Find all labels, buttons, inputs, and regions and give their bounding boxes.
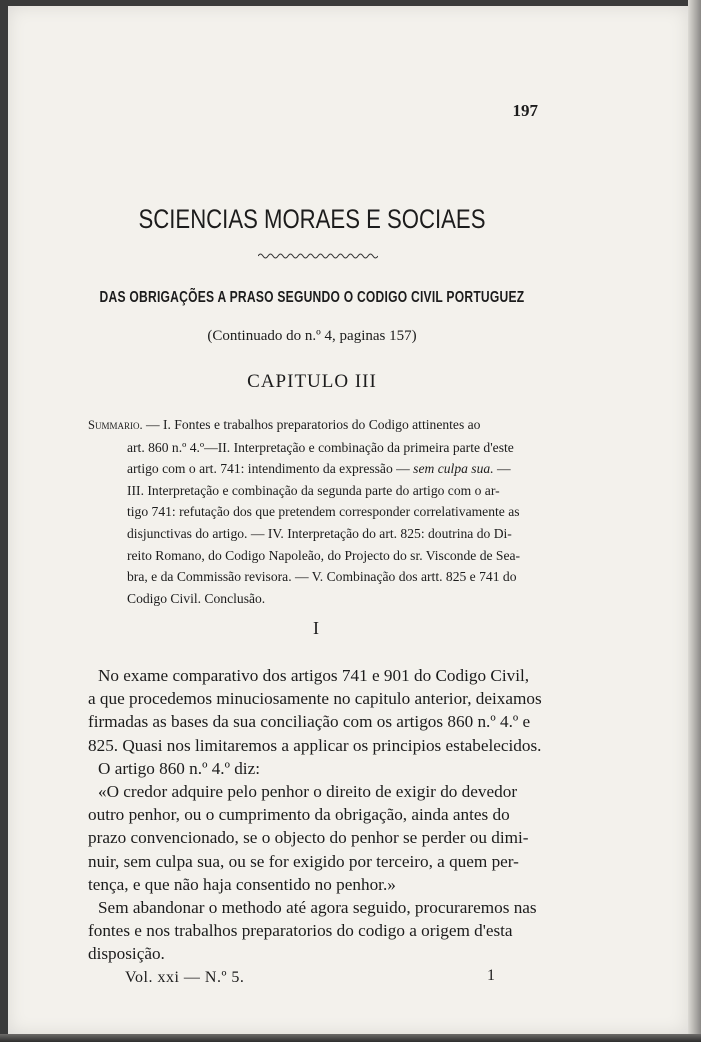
summary-line: disjunctivas do artigo. — IV. Interpretação do art. 825: doutrina do Di- [127, 525, 512, 541]
page-number: 197 [512, 101, 538, 120]
chapter-heading: CAPITULO III [247, 371, 377, 392]
body-line: outro penhor, ou o cumprimento da obrigação, ainda antes do [88, 805, 510, 825]
body-line: prazo convencionado, se o objecto do penhor se perder ou dimi- [88, 828, 529, 848]
body-line: Sem abandonar o methodo até agora seguido, procuraremos nas [98, 898, 537, 918]
summary-line: III. Interpretação e combinação da segunda parte do artigo com o ar- [127, 482, 500, 498]
summary-italic-phrase: sem culpa sua. [413, 461, 494, 477]
chapter-summary [88, 414, 548, 609]
body-line: fontes e nos trabalhos preparatorios do codigo a origem d'esta [88, 921, 513, 941]
wavy-divider [258, 252, 378, 260]
body-line: nuir, sem culpa sua, ou se for exigido por terceiro, a quem per- [88, 851, 519, 871]
book-page [8, 6, 688, 1034]
section-number: I [313, 618, 319, 638]
body-line: tença, e que não haja consentido no penhor.» [88, 874, 396, 894]
summary-line: bra, e da Commissão revisora. — V. Combinação dos artt. 825 e 741 do [127, 569, 517, 585]
footer-volume: Vol. xxi — N.º 5. [125, 969, 245, 986]
summary-line: Codigo Civil. Conclusão. [127, 590, 266, 606]
section-title: SCIENCIAS MORAES E SOCIAES [138, 204, 486, 234]
summary-line: reito Romano, do Codigo Napoleão, do Projecto do sr. Visconde de Sea- [127, 547, 521, 563]
summary-line: tigo 741: refutação dos que pretendem corresponder correlativamente as [127, 504, 520, 520]
article-title: DAS OBRIGAÇÕES A PRASO SEGUNDO O CODIGO CIVIL PORTUGUEZ [99, 289, 525, 306]
body-line: «O credor adquire pelo penhor o direito de exigir do devedor [98, 782, 518, 802]
summary-line: art. 860 n.º 4.º—II. Interpretação e combinação da primeira parte d'este [127, 439, 514, 455]
summary-line: Summario. — I. Fontes e trabalhos preparatorios do Codigo attinentes ao [88, 417, 481, 432]
body-line: firmadas as bases da sua conciliação com os artigos 860 n.º 4.º e [88, 712, 531, 732]
body-line: O artigo 860 n.º 4.º diz: [98, 758, 260, 778]
summary-line: artigo com o art. 741: intendimento da expressão — sem culpa sua. — [127, 461, 511, 477]
footer-signature: 1 [487, 967, 495, 984]
body-line: No exame comparativo dos artigos 741 e 901 do Codigo Civil, [98, 666, 530, 685]
continued-note: (Continuado do n.º 4, paginas 157) [207, 328, 417, 344]
body-line: 825. Quasi nos limitaremos a applicar os principios estabelecidos. [88, 735, 542, 755]
body-line: a que procedemos minuciosamente no capitulo anterior, deixamos [88, 689, 542, 709]
summary-label: Summario. [88, 418, 143, 432]
page-edge-right [688, 0, 701, 1042]
page-edge-bottom [0, 1034, 701, 1042]
body-line: disposição. [88, 944, 165, 964]
body-text [88, 664, 548, 966]
